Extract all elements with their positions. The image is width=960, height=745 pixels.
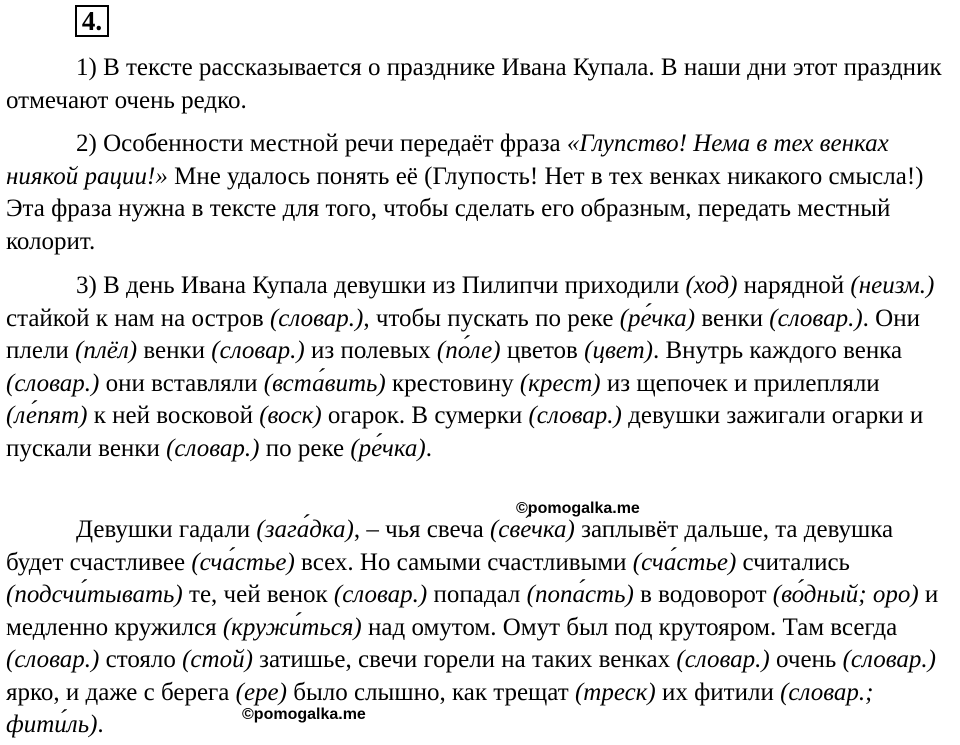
hint-text: (треск): [574, 678, 656, 706]
hint-text: (сча́стье): [632, 548, 737, 576]
body-text: из полевых: [304, 337, 437, 364]
hint-text: (кружи́ться): [222, 613, 362, 641]
watermark: ©pomogalka.me: [242, 706, 366, 723]
body-text: , – чья свеча: [353, 516, 490, 543]
hint-text: «Глупство! Нема в тех венках ниякой рации!»: [6, 130, 889, 190]
body-text: считались: [736, 548, 850, 576]
hint-text: (словар.; фити́ль): [6, 678, 874, 738]
body-text: из щепочек и прилепляли: [600, 369, 880, 397]
body-text: нарядной: [737, 272, 851, 299]
body-text: по реке: [259, 434, 351, 462]
body-text: Девушки гадали: [76, 516, 257, 543]
body-text: ярко, и даже с берега: [6, 678, 236, 706]
body-text: в водоворот: [633, 581, 773, 608]
hint-text: (словар.): [769, 304, 863, 332]
hint-text: (плёл): [75, 337, 138, 364]
body-text: заплывёт дальше, та девушка будет счастливее: [6, 516, 894, 576]
paragraph-3: [6, 270, 951, 465]
hint-text: (ре́чка): [350, 434, 426, 462]
hint-text: (словар.): [166, 434, 260, 462]
hint-text: (неизм.): [850, 272, 935, 299]
body-text: очень: [769, 646, 843, 673]
hint-text: (попа́сть): [526, 581, 634, 608]
body-text: они вставляли: [99, 369, 264, 397]
body-text: 3) В день Ивана Купала девушки из Пилипчи приходили: [76, 272, 686, 299]
hint-text: (ле́пят): [6, 402, 88, 429]
hint-text: (крест): [519, 369, 601, 397]
body-text: венки: [695, 304, 770, 332]
hint-text: (по́ле): [436, 337, 501, 364]
paragraph-4: [6, 514, 951, 742]
hint-text: (све́чка): [489, 516, 575, 543]
watermark: ©pomogalka.me: [516, 500, 640, 517]
body-text: крестовину: [385, 369, 520, 397]
hint-text: (зага́дка): [256, 516, 354, 543]
hint-text: (воск): [259, 402, 322, 429]
hint-text: (словар.): [842, 646, 936, 673]
hint-text: (ере): [235, 678, 287, 706]
body-text: и медленно кружился: [6, 581, 939, 641]
hint-text: (словар.): [6, 369, 100, 397]
paragraph-1: [6, 52, 951, 117]
body-text: те, чей венок: [182, 581, 334, 608]
body-text: венки: [137, 337, 212, 364]
body-text: 1) В тексте рассказывается о празднике Ивана Купала. В наши дни этот праздник отмечают очень редко.: [6, 54, 942, 114]
body-text: . Они плели: [6, 304, 920, 364]
hint-text: (подсчи́тывать): [6, 581, 183, 608]
body-text: попадал: [427, 581, 527, 608]
hint-text: (словар.): [6, 646, 100, 673]
body-text: Мне удалось понять её (Глупость! Нет в тех венках никакого смысла!) Эта фраза нужна в тексте для того, чтобы сделать его образным, передать местный колорит.: [6, 162, 924, 255]
body-text: .: [97, 711, 104, 738]
body-text: 2) Особенности местной речи передаёт фраза: [76, 130, 567, 157]
body-text: .: [425, 434, 432, 462]
body-text: , чтобы пускать по реке: [363, 304, 620, 332]
hint-text: (словар.): [269, 304, 364, 332]
hint-text: (ход): [685, 272, 738, 299]
body-text: над омутом. Омут был под крутояром. Там всегда: [361, 613, 898, 641]
body-text: было слышно, как трещат: [286, 678, 575, 706]
hint-text: (цвет): [584, 337, 653, 364]
hint-text: (во́дный; оро): [772, 581, 919, 608]
body-text: затишье, свечи горели на таких венках: [252, 646, 677, 673]
hint-text: (стой): [182, 646, 253, 673]
body-text: стайкой к нам на остров: [6, 304, 270, 332]
hint-text: (словар.): [676, 646, 770, 673]
body-text: огарок. В сумерки: [321, 402, 529, 429]
hint-text: (словар.): [333, 581, 428, 608]
body-text: . Внутрь каждого венка: [652, 337, 903, 364]
body-text: стояло: [99, 646, 183, 673]
body-text: девушки зажигали огарки и пускали венки: [6, 402, 924, 462]
body-text: всех. Но самыми счастливыми: [294, 548, 633, 576]
body-text: их фитили: [655, 678, 781, 706]
hint-text: (вста́вить): [263, 369, 386, 397]
hint-text: (ре́чка): [619, 304, 696, 332]
exercise-number: 4.: [75, 5, 109, 37]
body-text: цветов: [500, 337, 585, 364]
paragraph-2: [6, 128, 951, 258]
hint-text: (словар.): [211, 337, 305, 364]
hint-text: (сча́стье): [191, 548, 295, 576]
hint-text: (словар.): [528, 402, 622, 429]
body-text: к ней восковой: [87, 402, 260, 429]
